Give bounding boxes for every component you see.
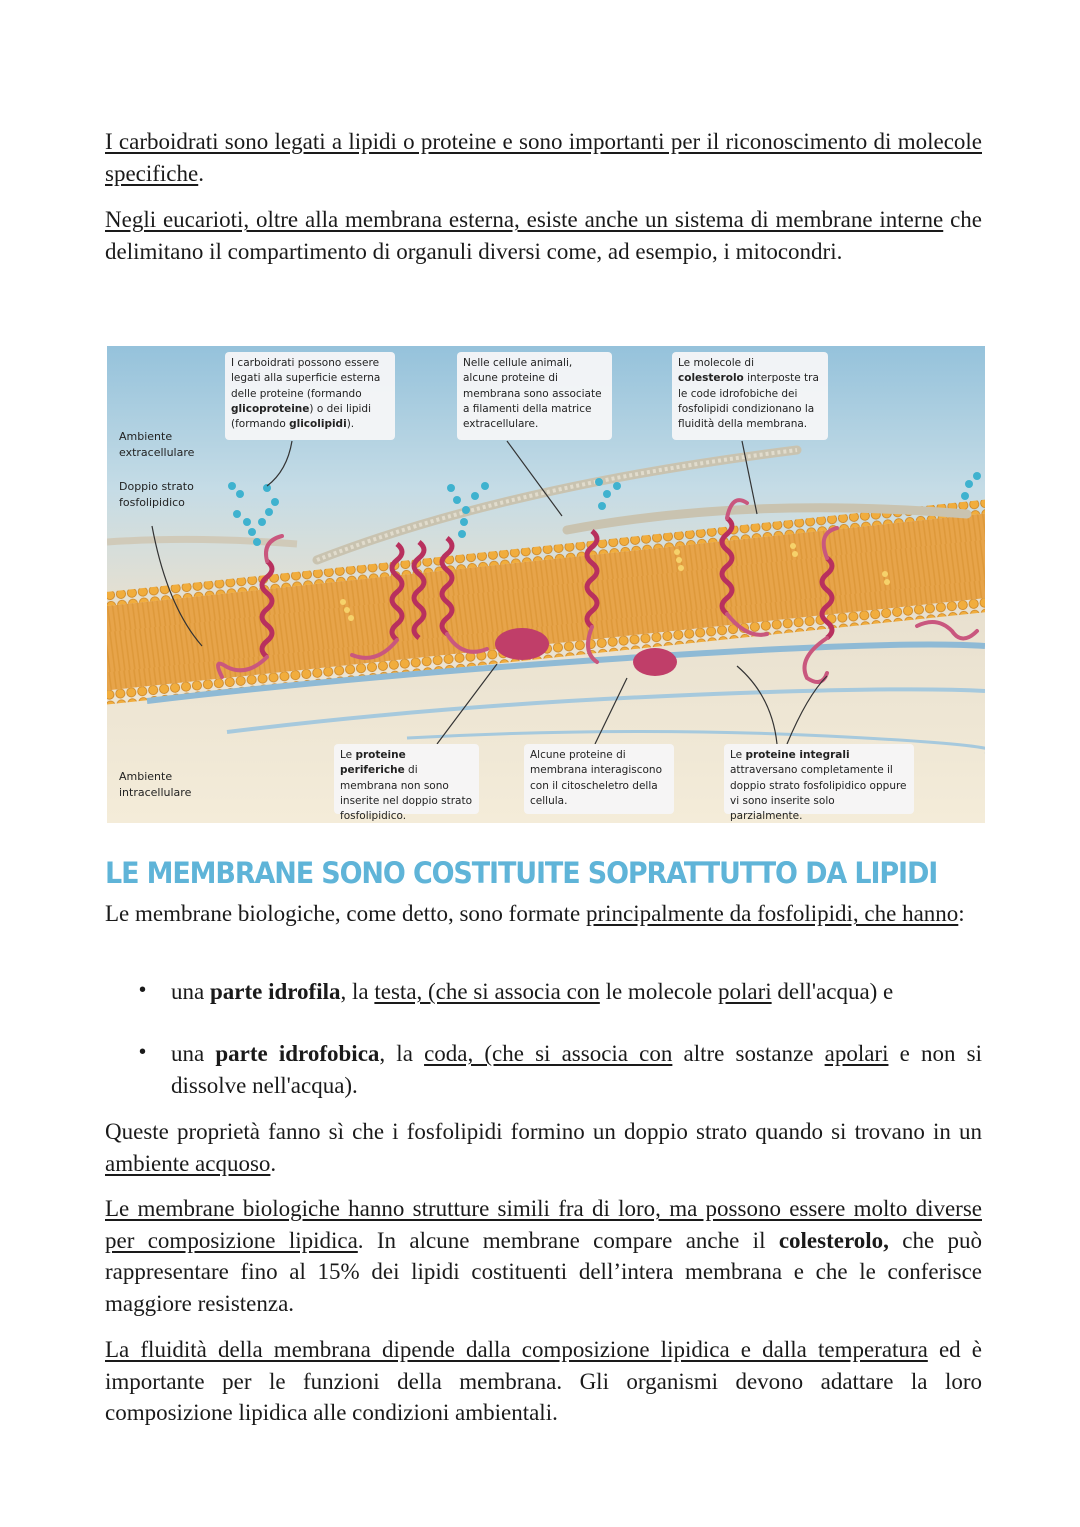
paragraph-eukaryotes: Negli eucarioti, oltre alla membrana esterna, esiste anche un sistema di membrane interne che delimitano il compartimento di organuli diversi come, ad esempio, i mitocondri. bbox=[105, 207, 982, 264]
label-bilayer: Doppio strato fosfolipidico bbox=[119, 480, 194, 509]
paragraph-carbohydrates: I carboidrati sono legati a lipidi o proteine e sono importanti per il riconoscimento di molecole specifiche. bbox=[105, 129, 982, 186]
underlined-text: I carboidrati sono legati a lipidi o proteine e sono importanti per il riconoscimento di molecole specifiche bbox=[105, 129, 982, 186]
bullet-marker: • bbox=[139, 979, 147, 1001]
paragraph-section-intro: Le membrane biologiche, come detto, sono formate principalmente da fosfolipidi, che hanno: bbox=[105, 901, 965, 926]
bullet-hydrophilic: una parte idrofila, la testa, (che si associa con le molecole polari dell'acqua) e bbox=[171, 979, 894, 1004]
label-intracellular: Ambiente intracellulare bbox=[119, 770, 192, 799]
peripheral-protein bbox=[633, 648, 677, 676]
paragraph-bilayer-formation: Queste proprietà fanno sì che i fosfolipidi formino un doppio strato quando si trovano in un ambiente acquoso. bbox=[105, 1119, 982, 1176]
membrane-figure bbox=[107, 346, 985, 823]
paragraph-fluidity: La fluidità della membrana dipende dalla composizione lipidica e dalla temperatura ed è importante per le funzioni della membrana. Gli organismi devono adattare la loro composizione lipidica alle condizioni ambientali. bbox=[105, 1337, 983, 1425]
label-extracellular: Ambiente extracellulare bbox=[119, 430, 195, 459]
callout-carbohydrates: I carboidrati possono essere legati alla superficie esterna delle proteine (formando glicoproteine) o dei lipidi (formando glicolipidi). bbox=[225, 352, 395, 440]
callout-peripheral-proteins: Le proteine periferiche di membrana non sono inserite nel doppio strato fosfolipidico. bbox=[334, 744, 479, 814]
callout-matrix: Nelle cellule animali, alcune proteine di membrana sono associate a filamenti della matrice extracellulare. bbox=[457, 352, 612, 440]
section-heading: LE MEMBRANE SONO COSTITUITE SOPRATTUTTO DA LIPIDI bbox=[105, 856, 938, 890]
peripheral-protein bbox=[495, 628, 549, 660]
bullet-hydrophobic: una parte idrofobica, la coda, (che si associa con altre sostanze apolari e non si dissolve nell'acqua). bbox=[171, 1041, 982, 1098]
callout-integral-proteins: Le proteine integrali attraversano completamente il doppio strato fosfolipidico oppure vi sono inserite solo parzialmente. bbox=[724, 744, 914, 814]
bullet-marker: • bbox=[139, 1041, 147, 1063]
underlined-text: Negli eucarioti, oltre alla membrana esterna, esiste anche un sistema di membrane interne bbox=[105, 207, 944, 232]
callout-cytoskeleton: Alcune proteine di membrana interagiscono con il citoscheletro della cellula. bbox=[524, 744, 674, 814]
callout-cholesterol: Le molecole di colesterolo interposte tra le code idrofobiche dei fosfolipidi condizionano la fluidità della membrana. bbox=[672, 352, 828, 440]
paragraph-cholesterol: Le membrane biologiche hanno strutture simili fra di loro, ma possono essere molto diverse per composizione lipidica. In alcune membrane compare anche il colesterolo, che può rappresentare fino al 15% dei lipidi costituenti dell’intera membrana e che le conferisce maggiore resistenza. bbox=[105, 1196, 983, 1316]
underlined-text: principalmente da fosfolipidi, che hanno bbox=[585, 901, 959, 926]
